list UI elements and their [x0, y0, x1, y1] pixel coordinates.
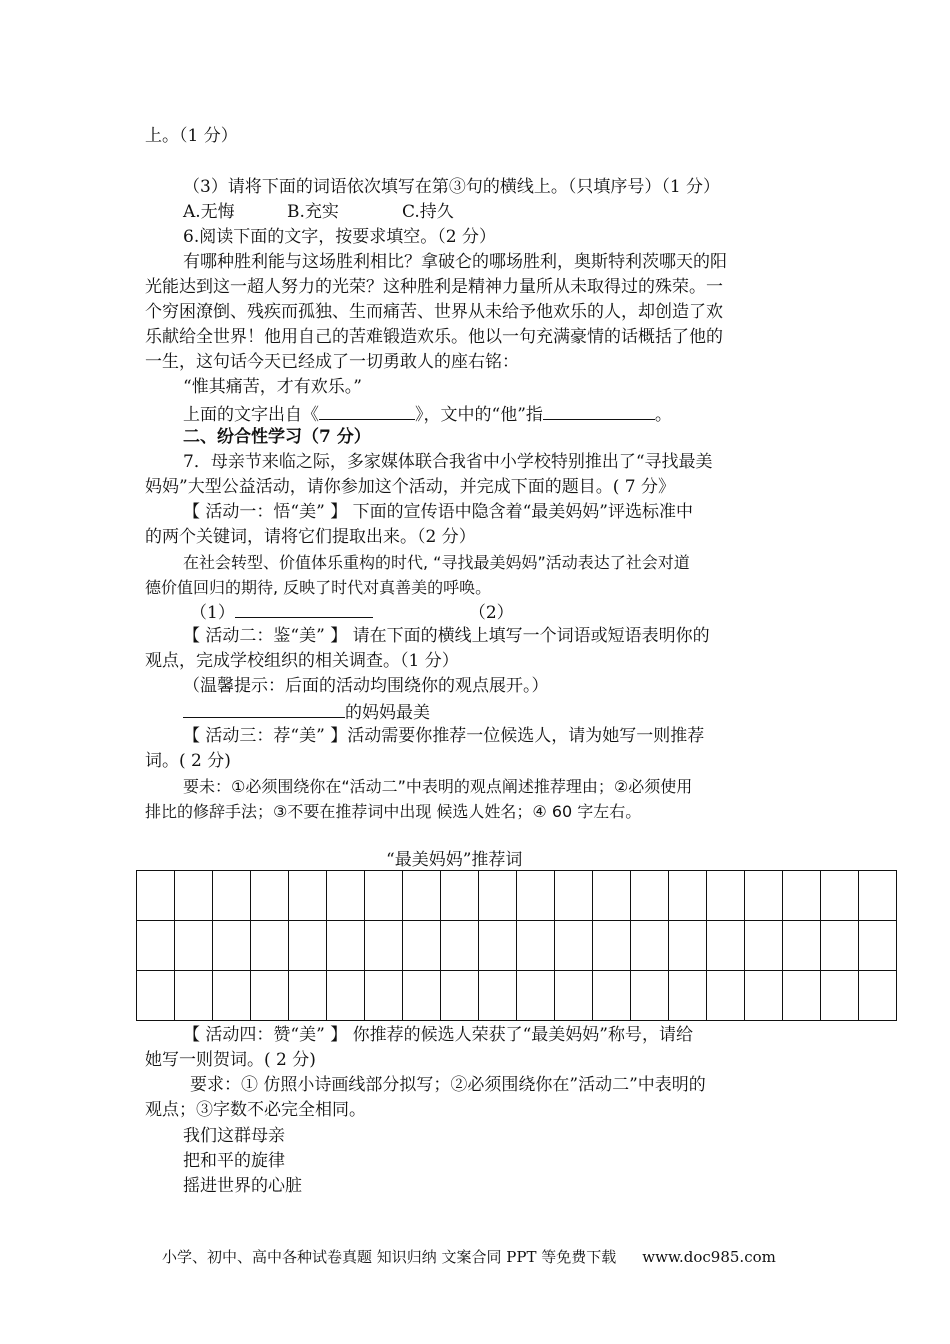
grid-cell[interactable] — [441, 971, 479, 1021]
grid-cell[interactable] — [479, 871, 517, 921]
grid-cell[interactable] — [707, 971, 745, 1021]
grid-cell[interactable] — [251, 871, 289, 921]
grid-cell[interactable] — [137, 921, 175, 971]
grid-cell[interactable] — [403, 921, 441, 971]
grid-cell[interactable] — [593, 921, 631, 971]
poem-line: 我们这群母亲 — [183, 1126, 285, 1146]
tip-line: （温馨提示：后面的活动均围绕你的观点展开。） — [183, 676, 549, 696]
grid-cell[interactable] — [555, 871, 593, 921]
grid-cell[interactable] — [175, 871, 213, 921]
activity-2: 【 活动二：鉴“美” 】 请在下面的横线上填写一个词语或短语表明你的 — [183, 626, 710, 646]
writing-grid — [136, 870, 897, 1021]
grid-cell[interactable] — [669, 971, 707, 1021]
fill-in-suffix: 。 — [654, 405, 672, 425]
option-c: C.持久 — [402, 202, 454, 222]
grid-cell[interactable] — [479, 971, 517, 1021]
grid-cell[interactable] — [175, 921, 213, 971]
he-refers-blank[interactable] — [543, 401, 655, 420]
grid-title: “最美妈妈”推荐词 — [386, 850, 523, 870]
grid-cell[interactable] — [745, 871, 783, 921]
activity-4-cont: 她写一则贺词。( 2 分) — [145, 1050, 316, 1070]
grid-cell[interactable] — [555, 921, 593, 971]
option-a: A.无悔 — [183, 202, 235, 222]
grid-cell[interactable] — [327, 921, 365, 971]
footer-url[interactable]: www.doc985.com — [642, 1248, 776, 1266]
passage-line: 光能达到这一超人努力的光荣？这种胜利是精神力量所从未取得过的殊荣。一 — [145, 277, 723, 297]
question-7: 7．母亲节来临之际，多家媒体联合我省中小学校特别推出了“寻找最美 — [183, 452, 713, 472]
grid-cell[interactable] — [821, 871, 859, 921]
activity-3-cont: 词。( 2 分) — [145, 751, 231, 771]
option-b: B.充实 — [287, 202, 339, 222]
page-footer — [162, 1246, 776, 1267]
activity-4: 【 活动四：赞“美” 】 你推荐的候选人荣获了“最美妈妈”称号，请给 — [183, 1025, 693, 1045]
grid-cell[interactable] — [327, 971, 365, 1021]
grid-cell[interactable] — [707, 921, 745, 971]
passage-line: 个穷困潦倒、残疾而孤独、生而痛苦、世界从未给予他欢乐的人，却创造了欢 — [145, 302, 723, 322]
question-6: 6.阅读下面的文字，按要求填空。（2 分） — [183, 227, 496, 247]
activity-2-cont: 观点，完成学校组织的相关调查。（1 分） — [145, 651, 459, 671]
requirement-line: 排比的修辞手法；③不要在推荐词中出现 候选人姓名；④ 60 字左右。 — [145, 802, 642, 821]
grid-cell[interactable] — [631, 971, 669, 1021]
passage-line: 有哪种胜利能与这场胜利相比？拿破仑的哪场胜利，奥斯特利茨哪天的阳 — [183, 252, 727, 272]
grid-cell[interactable] — [707, 871, 745, 921]
requirement-line: 要未：①必须围绕你在“活动二”中表明的观点阐述推荐理由；②必须使用 — [183, 777, 693, 796]
grid-cell[interactable] — [745, 971, 783, 1021]
answer-row — [190, 599, 514, 625]
best-mom-line — [183, 699, 430, 725]
grid-cell[interactable] — [859, 871, 897, 921]
grid-cell[interactable] — [403, 971, 441, 1021]
options-row — [183, 200, 454, 224]
slogan-line: 在社会转型、价值体乐重构的时代, “寻找最美妈妈”活动表达了社会对道 — [183, 553, 690, 572]
grid-cell[interactable] — [441, 921, 479, 971]
grid-cell[interactable] — [669, 921, 707, 971]
footer-text: 小学、初中、高中各种试卷真题 知识归纳 文案合同 PPT 等免费下载 — [162, 1248, 617, 1266]
question-3: （3）请将下面的词语依次填写在第③句的横线上。（只填序号）（1 分） — [183, 177, 721, 197]
section-heading: 二、纷合性学习（7 分） — [183, 427, 371, 447]
grid-cell[interactable] — [213, 921, 251, 971]
grid-row — [137, 921, 897, 971]
grid-cell[interactable] — [365, 971, 403, 1021]
grid-cell[interactable] — [213, 971, 251, 1021]
best-mom-text: 的妈妈最美 — [345, 703, 430, 723]
answer-1-blank[interactable] — [235, 599, 373, 618]
grid-cell[interactable] — [479, 921, 517, 971]
grid-cell[interactable] — [783, 971, 821, 1021]
fill-in-line — [183, 401, 672, 427]
grid-cell[interactable] — [517, 971, 555, 1021]
line-fragment: 上。（1 分） — [145, 126, 238, 146]
grid-cell[interactable] — [213, 871, 251, 921]
activity-3: 【 活动三：荐“美” 】活动需要你推荐一位候选人，请为她写一则推荐 — [183, 726, 705, 746]
grid-cell[interactable] — [745, 921, 783, 971]
grid-cell[interactable] — [137, 871, 175, 921]
grid-row — [137, 971, 897, 1021]
grid-cell[interactable] — [175, 971, 213, 1021]
fill-in-middle: 》，文中的“他”指 — [415, 405, 543, 425]
question-7-cont: 妈妈”大型公益活动，请你参加这个活动，并完成下面的题目。( 7 分》 — [145, 477, 675, 497]
grid-cell[interactable] — [251, 971, 289, 1021]
answer-2-label: （2） — [468, 603, 514, 623]
grid-cell[interactable] — [289, 871, 327, 921]
grid-cell[interactable] — [821, 921, 859, 971]
grid-cell[interactable] — [517, 871, 555, 921]
activity-1: 【 活动一：悟“美” 】 下面的宣传语中隐含着“最美妈妈”评选标准中 — [183, 502, 693, 522]
grid-cell[interactable] — [365, 921, 403, 971]
activity-1-cont: 的两个关键词，请将它们提取出来。（2 分） — [145, 527, 476, 547]
grid-cell[interactable] — [783, 871, 821, 921]
passage-line: 一生，这句话今天已经成了一切勇敢人的座右铭： — [145, 352, 519, 372]
grid-cell[interactable] — [631, 871, 669, 921]
grid-row — [137, 871, 897, 921]
poem-line: 摇进世界的心脏 — [183, 1176, 302, 1196]
viewpoint-blank[interactable] — [183, 699, 345, 718]
grid-cell[interactable] — [517, 921, 555, 971]
grid-cell[interactable] — [821, 971, 859, 1021]
grid-cell[interactable] — [669, 871, 707, 921]
grid-cell[interactable] — [783, 921, 821, 971]
slogan-line: 德价值回归的期待, 反映了时代对真善美的呼唤。 — [145, 578, 492, 597]
grid-cell[interactable] — [365, 871, 403, 921]
passage-line: 乐献给全世界！他用自己的苦难锻造欢乐。他以一句充满豪情的话概括了他的 — [145, 327, 723, 347]
requirement-4-cont: 观点；③字数不必完全相同。 — [145, 1100, 366, 1120]
fill-in-prefix: 上面的文字出自《 — [183, 405, 319, 425]
grid-cell[interactable] — [137, 971, 175, 1021]
grid-cell[interactable] — [403, 871, 441, 921]
grid-cell[interactable] — [441, 871, 479, 921]
book-title-blank[interactable] — [319, 401, 415, 420]
grid-cell[interactable] — [631, 921, 669, 971]
grid-cell[interactable] — [289, 921, 327, 971]
requirement-4: 要求：① 仿照小诗画线部分拟写；②必须围绕你在”活动二”中表明的 — [190, 1075, 706, 1095]
grid-cell[interactable] — [289, 971, 327, 1021]
grid-cell[interactable] — [859, 971, 897, 1021]
grid-cell[interactable] — [555, 971, 593, 1021]
poem-line: 把和平的旋律 — [183, 1151, 285, 1171]
quote-line: “惟其痛苦，才有欢乐。” — [183, 377, 362, 397]
grid-cell[interactable] — [859, 921, 897, 971]
grid-cell[interactable] — [327, 871, 365, 921]
grid-cell[interactable] — [593, 871, 631, 921]
grid-cell[interactable] — [593, 971, 631, 1021]
answer-1-label: （1） — [190, 603, 235, 623]
grid-cell[interactable] — [251, 921, 289, 971]
